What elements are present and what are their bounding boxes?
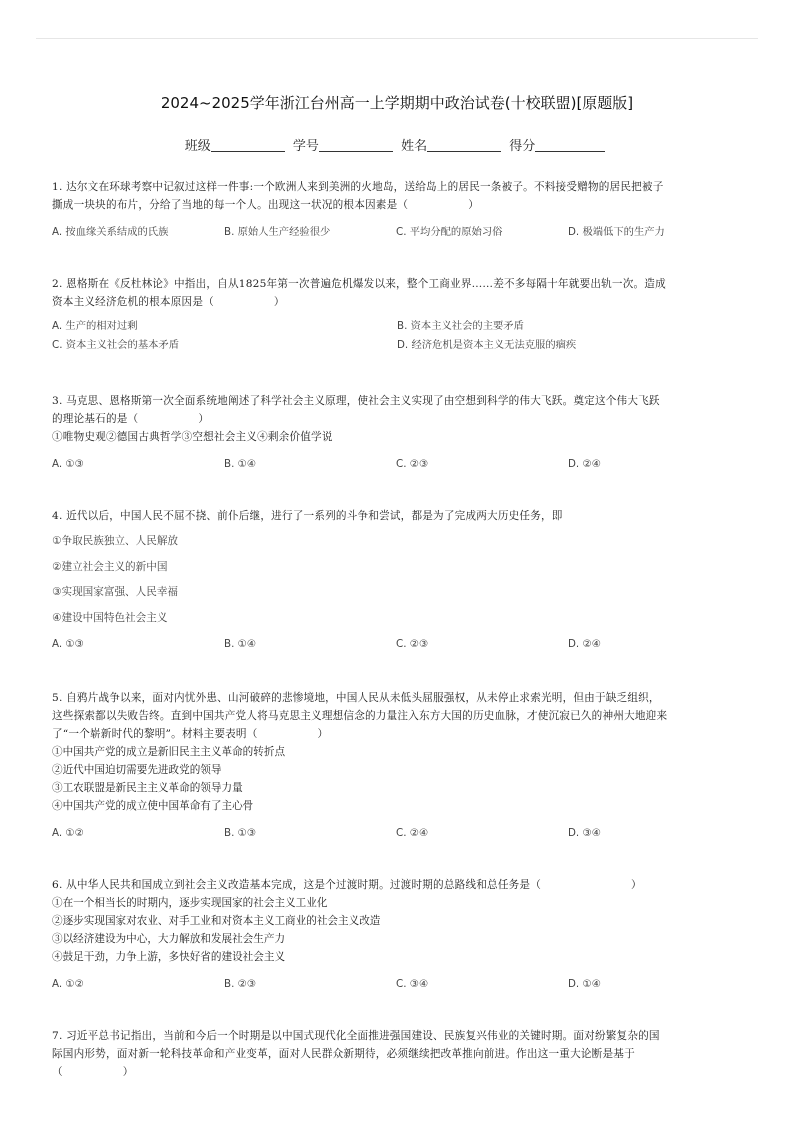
question-1-options [52, 223, 742, 241]
option-b[interactable]: B. ①④ [224, 458, 257, 470]
question-5-line-3 [52, 725, 742, 743]
question-1 [52, 178, 742, 241]
score-label: 得分 [509, 139, 536, 154]
score-blank[interactable] [535, 139, 605, 152]
question-3-line-2 [52, 410, 742, 428]
paren-open: （ [52, 1066, 63, 1078]
question-2-line-2 [52, 293, 742, 311]
question-6-line-1 [52, 876, 742, 894]
class-label: 班级 [184, 139, 211, 154]
option-a[interactable]: A. ①③ [52, 458, 84, 470]
question-3-line-1: 3. 马克思、恩格斯第一次全面系统地阐述了科学社会主义原理，使社会主义实现了由空想到科学的伟大飞跃。奠定这个伟大飞跃 [52, 395, 660, 407]
question-1-line-1: 1. 达尔文在环球考察中记叙过这样一件事:一个欧洲人来到美洲的火地岛，送给岛上的居民一条被子。不料接受赠物的居民把被子 [52, 181, 664, 193]
paren-close: ） [273, 296, 285, 308]
question-3-options [52, 455, 742, 473]
name-label: 姓名 [401, 139, 428, 154]
question-2-line-1: 2. 恩格斯在《反杜林论》中指出，自从1825年第一次普遍危机爆发以来，整个工商业界……差不多每隔十年就要出轨一次。造成 [52, 278, 666, 290]
question-5-item-4: ④中国共产党的成立使中国革命有了主心骨 [52, 800, 254, 812]
class-blank[interactable] [211, 139, 285, 152]
option-b[interactable]: B. ①④ [224, 638, 257, 650]
option-c[interactable]: C. ②③ [396, 458, 429, 470]
question-6-text: 6. 从中华人民共和国成立到社会主义改造基本完成，这是个过渡时期。过渡时期的总路线和总任务是（ [52, 879, 541, 891]
question-5 [52, 689, 742, 842]
id-label: 学号 [292, 139, 319, 154]
question-4 [52, 507, 742, 653]
question-5-item-1: ①中国共产党的成立是新旧民主主义革命的转折点 [52, 746, 286, 758]
question-5-item-2: ②近代中国迫切需要先进政党的领导 [52, 764, 222, 776]
question-5-item-3: ③工农联盟是新民主主义革命的领导力量 [52, 782, 243, 794]
question-1-line-2 [52, 196, 742, 214]
option-a[interactable]: A. ①③ [52, 638, 84, 650]
option-b[interactable]: B. ②③ [224, 978, 257, 990]
question-6-item-2: ②逐步实现国家对农业、对手工业和对资本主义工商业的社会主义改造 [52, 915, 381, 927]
question-6 [52, 876, 742, 993]
header-rule [36, 38, 758, 39]
question-7-line-3 [52, 1063, 742, 1081]
question-6-options [52, 975, 742, 993]
option-c[interactable]: C. ②③ [396, 638, 429, 650]
question-4-item-3: ③实现国家富强、人民幸福 [52, 586, 179, 598]
question-7 [52, 1027, 742, 1081]
question-1-text: 撕成一块块的布片，分给了当地的每一个人。出现这一状况的根本因素是（ [52, 199, 409, 211]
option-c[interactable]: C. ②④ [396, 827, 429, 839]
option-a[interactable]: A. ①② [52, 827, 84, 839]
option-c[interactable]: C. 平均分配的原始习俗 [396, 226, 503, 238]
option-b[interactable]: B. ①③ [224, 827, 257, 839]
student-info-line [0, 135, 794, 154]
option-d[interactable]: D. ②④ [568, 638, 601, 650]
question-5-options [52, 824, 742, 842]
option-c[interactable]: C. 资本主义社会的基本矛盾 [52, 339, 180, 351]
paren-close: ） [198, 413, 210, 425]
question-5-line-1: 5. 自鸦片战争以来，面对内忧外患、山河破碎的悲惨境地，中国人民从未低头屈服强权，从未停止求索光明，但由于缺乏组织， [52, 692, 660, 704]
option-a[interactable]: A. ①② [52, 978, 84, 990]
paren-close: ） [122, 1066, 134, 1078]
question-3-text: 的理论基石的是（ [52, 413, 139, 425]
name-blank[interactable] [427, 139, 501, 152]
question-4-options [52, 635, 742, 653]
option-d[interactable]: D. ②④ [568, 458, 601, 470]
question-4-item-4: ④建设中国特色社会主义 [52, 611, 168, 624]
question-4-line-1: 4. 近代以后，中国人民不屈不挠、前仆后继，进行了一系列的斗争和尝试，都是为了完成两大历史任务，即 [52, 510, 563, 522]
option-d[interactable]: D. 经济危机是资本主义无法克服的痼疾 [397, 339, 577, 351]
question-6-item-3: ③以经济建设为中心，大力解放和发展社会生产力 [52, 933, 286, 945]
question-2-options [52, 317, 742, 355]
option-b[interactable]: B. 原始人生产经验很少 [224, 226, 331, 238]
option-d[interactable]: D. ①④ [568, 978, 601, 990]
question-7-line-2: 际国内形势，面对新一轮科技革命和产业变革，面对人民群众新期待，必须继续把改革推向前进。作出这一重大论断是基于 [52, 1048, 635, 1060]
page-title: 2024~2025学年浙江台州高一上学期期中政治试卷(十校联盟)[原题版] [160, 94, 634, 112]
question-2 [52, 275, 742, 355]
question-3-statements: ①唯物史观②德国古典哲学③空想社会主义④剩余价值学说 [52, 431, 333, 443]
question-6-item-4: ④鼓足干劲，力争上游，多快好省的建设社会主义 [52, 951, 286, 963]
question-3 [52, 392, 742, 473]
paren-close: ） [317, 728, 329, 740]
option-c[interactable]: C. ③④ [396, 978, 429, 990]
paren-close: ） [631, 879, 642, 891]
option-d[interactable]: D. ③④ [568, 827, 601, 839]
id-blank[interactable] [319, 139, 393, 152]
question-4-item-1: ①争取民族独立、人民解放 [52, 535, 179, 547]
option-a[interactable]: A. 生产的相对过剩 [52, 320, 138, 332]
question-7-line-1: 7. 习近平总书记指出，当前和今后一个时期是以中国式现代化全面推进强国建设、民族复兴伟业的关键时期。面对纷繁复杂的国 [52, 1030, 660, 1042]
option-a[interactable]: A. 按血缘关系结成的氏族 [52, 226, 169, 238]
question-5-line-2: 这些探索都以失败告终。直到中国共产党人将马克思主义理想信念的力量注入东方大国的历史血脉，才使沉寂已久的神州大地迎来 [52, 710, 668, 722]
option-d[interactable]: D. 极端低下的生产力 [568, 226, 665, 238]
option-b[interactable]: B. 资本主义社会的主要矛盾 [397, 320, 524, 332]
question-2-text: 资本主义经济危机的根本原因是（ [52, 296, 214, 308]
question-4-item-2: ②建立社会主义的新中国 [52, 560, 168, 573]
paren-close: ） [468, 199, 479, 211]
question-5-text: 了“一个崭新时代的黎明”。材料主要表明（ [52, 728, 258, 740]
question-6-item-1: ①在一个相当长的时期内，逐步实现国家的社会主义工业化 [52, 897, 328, 909]
